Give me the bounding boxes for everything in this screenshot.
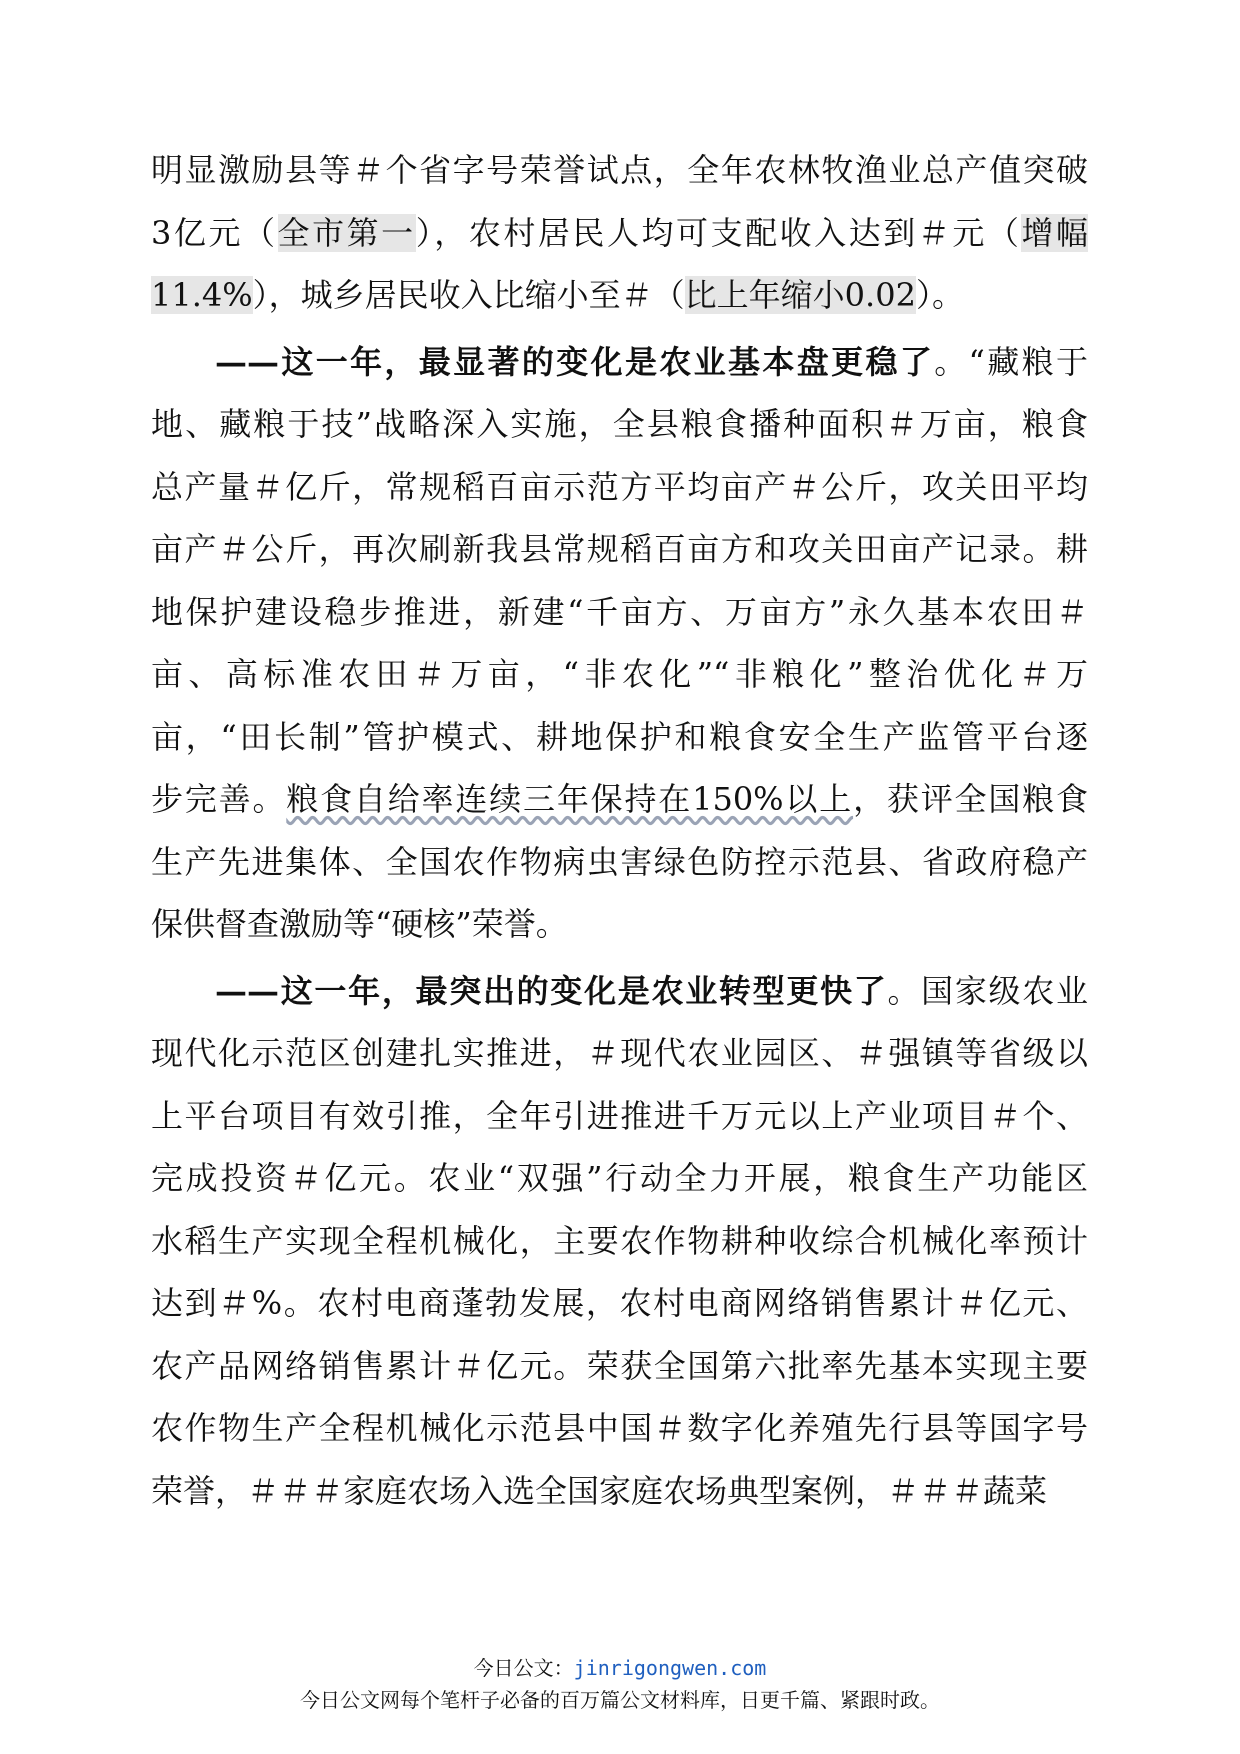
highlighted-text: 增幅	[1021, 213, 1088, 252]
document-body	[151, 139, 1088, 1522]
text-run: 现代化示范区创建扎实推进，＃现代农业园区、＃强镇等省级以	[151, 1034, 1088, 1072]
text-line	[151, 1335, 1088, 1398]
text-run: 亩产＃公斤，再次刷新我县常规稻百亩方和攻关田亩产记录。耕	[151, 530, 1088, 568]
text-run: 生产先进集体、全国农作物病虫害绿色防控示范县、省政府稳产	[151, 842, 1088, 881]
text-line	[151, 831, 1088, 894]
highlighted-text: 全市第一	[277, 213, 416, 252]
text-run: 农作物生产全程机械化示范县中国＃数字化养殖先行县等国字号	[151, 1409, 1088, 1447]
paragraph	[151, 960, 1088, 1523]
text-run: 水稻生产实现全程机械化，主要农作物耕种收综合机械化率预计	[151, 1221, 1088, 1260]
text-line	[151, 331, 1088, 394]
text-run: 完成投资＃亿元。农业“双强”行动全力开展，粮食生产功能区	[151, 1159, 1088, 1197]
text-line	[151, 643, 1088, 706]
text-line	[151, 264, 1088, 327]
text-line	[151, 1210, 1088, 1273]
text-line	[151, 960, 1088, 1023]
text-line	[151, 581, 1088, 644]
text-line	[151, 706, 1088, 769]
paragraph	[151, 139, 1088, 327]
text-run: 明显激励县等＃个省字号荣誉试点，全年农林牧渔业总产值突破	[151, 151, 1088, 189]
text-line	[151, 1460, 1088, 1523]
text-line	[151, 893, 1088, 956]
footer-source-label: 今日公文：	[473, 1656, 574, 1680]
text-run: 保供督查激励等“硬核”荣誉。	[151, 905, 568, 943]
text-run: 步完善。	[151, 780, 287, 818]
text-run: 荣誉，＃＃＃家庭农场入选全国家庭农场典型案例，＃＃＃蔬菜	[151, 1471, 1048, 1510]
bold-heading-text: ——这一年，最突出的变化是农业转型更快了	[215, 971, 888, 1010]
text-run: 亩、高标准农田＃万亩，“非农化”“非粮化”整治优化＃万	[151, 655, 1088, 693]
text-run: 地保护建设稳步推进，新建“千亩方、万亩方”永久基本农田＃	[151, 592, 1088, 631]
grammar-underlined-text: 粮食自给率连续三年保持在150%以上	[286, 780, 854, 818]
text-line	[151, 1397, 1088, 1460]
paragraph	[151, 331, 1088, 956]
text-run: 总产量＃亿斤，常规稻百亩示范方平均亩产＃公斤，攻关田平均	[151, 467, 1088, 506]
text-run: ），城乡居民收入比缩小至＃（	[252, 276, 685, 314]
footer-slogan: 今日公文网每个笔杆子必备的百万篇公文材料库，日更千篇、紧跟时政。	[300, 1688, 940, 1712]
text-line	[151, 518, 1088, 581]
highlighted-text: 比上年缩小0.02	[684, 276, 916, 314]
text-line	[151, 1272, 1088, 1335]
text-line	[151, 139, 1088, 202]
text-line	[151, 202, 1088, 265]
text-line	[151, 1022, 1088, 1085]
text-run: 地、藏粮于技”战略深入实施，全县粮食播种面积＃万亩，粮食	[151, 405, 1088, 443]
bold-heading-text: ——这一年，最显著的变化是农业基本盘更稳了	[215, 342, 935, 381]
text-run: 亩，“田长制”管护模式、耕地保护和粮食安全生产监管平台逐	[151, 717, 1088, 756]
highlighted-text: 11.4%	[151, 276, 253, 314]
text-run: 上平台项目有效引推，全年引进推进千万元以上产业项目＃个、	[151, 1096, 1088, 1135]
text-run: ）。	[915, 276, 964, 314]
text-run: ），农村居民人均可支配收入达到＃元（	[415, 213, 1022, 252]
text-run: 达到＃%。农村电商蓬勃发展，农村电商网络销售累计＃亿元、	[151, 1284, 1088, 1322]
text-run: 。国家级农业	[887, 971, 1088, 1010]
text-run: ，获评全国粮食	[853, 780, 1088, 818]
footer-source-link[interactable]: jinrigongwen.com	[573, 1656, 767, 1680]
text-line	[151, 1085, 1088, 1148]
text-line	[151, 768, 1088, 831]
text-run: 。“藏粮于	[934, 342, 1088, 381]
text-line	[151, 1147, 1088, 1210]
text-line	[151, 456, 1088, 519]
text-run: 农产品网络销售累计＃亿元。荣获全国第六批率先基本实现主要	[151, 1346, 1088, 1385]
footer-source	[0, 1652, 1240, 1681]
text-run: 3亿元（	[151, 213, 278, 252]
text-line	[151, 393, 1088, 456]
